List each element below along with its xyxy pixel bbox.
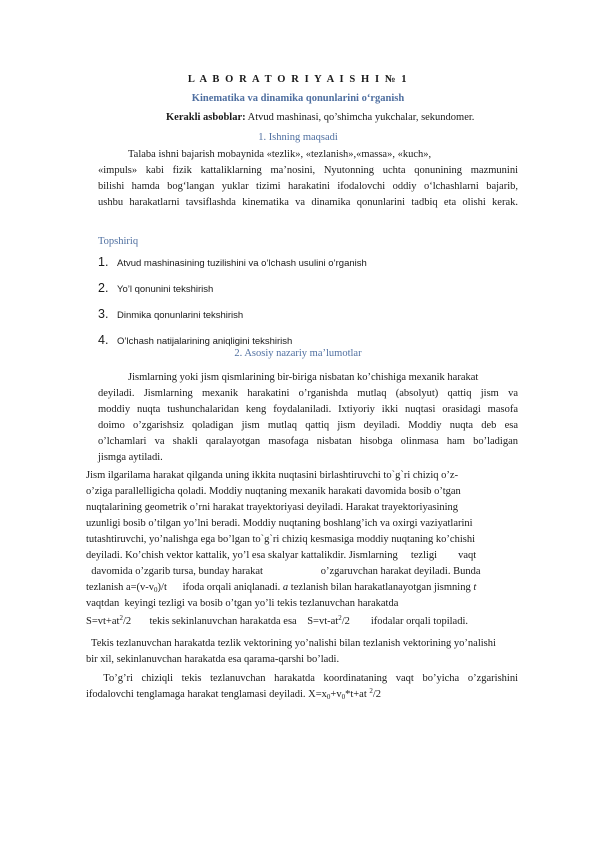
lab-title: L A B O R A T O R I Y A I S H I № 1 bbox=[187, 74, 409, 85]
body-line: nuqtalarining geometrik o’rni harakat trayektoriyasi deyiladi. Harakat trayektoriyasining bbox=[86, 502, 459, 513]
task-text: Yo’l qonunini tekshirish bbox=[117, 284, 214, 295]
superscript: 2 bbox=[338, 614, 342, 622]
task-number: 4. bbox=[98, 333, 109, 347]
subscript: 0 bbox=[154, 586, 158, 594]
italic-symbol: t bbox=[473, 582, 477, 593]
text-run: tezlanish a=(v-v bbox=[86, 582, 155, 593]
task-text: O’lchash natijalarining aniqligini tekshirish bbox=[117, 336, 293, 347]
text-run: /2 bbox=[372, 689, 382, 700]
subscript: 0 bbox=[326, 693, 331, 701]
superscript: 2 bbox=[369, 687, 373, 695]
purpose-line: bilishi hamda bog‘langan yuklar tizimi harakatini ifodalovchi oddiy o‘lchashlarni bajarib, bbox=[98, 181, 518, 192]
body-line: davomida o’zgarib tursa, bunday harakat o’zgaruvchan harakat deyiladi. Bunda bbox=[86, 566, 481, 577]
purpose-line: «impuls» kabi fizik kattaliklarning ma’nosini, Nyutonning uchta qonunining mazmunini bbox=[98, 165, 518, 176]
theory-line: doimo o’zgarishsiz qoladigan jism mutlaq qattiq jism deyiladi. Moddiy nuqta deb esa bbox=[98, 420, 518, 431]
theory-line: o’lchamlari va shakli qaralayotgan masofaga nisbatan hisobga olinmasa ham bo’ladigan bbox=[98, 436, 518, 447]
subscript: 0 bbox=[341, 693, 346, 701]
task-item bbox=[98, 255, 367, 269]
theory-line: jismga aytiladi. bbox=[98, 452, 163, 463]
text-run: +v bbox=[330, 689, 342, 700]
body-line bbox=[86, 580, 476, 597]
body-line: vaqtdan keyingi tezligi va bosib o’tgan yo’li tekis tezlanuvchan harakatda bbox=[86, 598, 399, 609]
body-line: To’g’ri chiziqli tekis tezlanuvchan harakatda koordinataning vaqt bo’yicha o’zgarishini bbox=[86, 673, 519, 684]
body-line: tutashtiruvchi, yo’nalishga ega bo’lgan to`g`ri chiziq kesmasiga moddiy nuqtaning ko’chishi bbox=[86, 534, 475, 545]
theory-line: deyiladi. Jismlarning mexanik harakatini o’rganishda mutlaq (absolyut) qattiq jism va bbox=[98, 388, 518, 399]
lab-subtitle: Kinematika va dinamika qonunlarini o‘rganish bbox=[191, 93, 405, 104]
section-heading-purpose: 1. Ishning maqsadi bbox=[258, 132, 338, 143]
text-run: ifodalovchi tenglamaga harakat tenglamasi deyiladi. X=x bbox=[86, 689, 327, 700]
body-line: Jism ilgarilama harakat qilganda uning ikkita nuqtasini birlashtiruvchi to`g`ri chiziq o’z- bbox=[86, 470, 459, 481]
task-item bbox=[98, 333, 292, 347]
text-run: *t+at bbox=[345, 689, 370, 700]
section-heading-theory: 2. Asosiy nazariy ma’lumotlar bbox=[234, 348, 362, 359]
body-line bbox=[86, 687, 381, 704]
task-number: 1. bbox=[98, 255, 109, 269]
theory-line: Jismlarning yoki jism qismlarining bir-biriga nisbatan ko’chishiga mexanik harakat bbox=[128, 372, 479, 383]
task-number: 3. bbox=[98, 307, 109, 321]
tools-label: Kerakli asboblar: bbox=[166, 112, 246, 123]
body-line: bir xil, sekinlanuvchan harakatda esa qarama-qarshi bo’ladi. bbox=[86, 654, 340, 665]
purpose-line: ushbu harakatlarni tavsiflashda kinematika va dinamika qonunlarini tadbiq eta olishi kerak. bbox=[98, 197, 518, 208]
theory-line: moddiy nuqta tushunchalaridan keng foydalaniladi. Ixtiyoriy ikki nuqtasi orasidagi masofa bbox=[98, 404, 518, 415]
task-item bbox=[98, 281, 213, 295]
text-run: /2 ifodalar orqali topiladi. bbox=[341, 616, 468, 627]
purpose-line: Talaba ishni bajarish mobaynida «tezlik», «tezlanish»,«massa», «kuch», bbox=[128, 149, 432, 160]
tasks-heading: Topshiriq bbox=[98, 236, 139, 247]
formula-line bbox=[86, 614, 468, 631]
text-run: /2 tekis sekinlanuvchan harakatda esa S=vt-at bbox=[122, 616, 339, 627]
body-line: Tekis tezlanuvchan harakatda tezlik vektorining yo’nalishi bilan tezlanish vektorining yo’nalishi bbox=[86, 638, 496, 649]
task-number: 2. bbox=[98, 281, 109, 295]
superscript: 2 bbox=[119, 614, 123, 622]
task-item bbox=[98, 307, 243, 321]
required-tools bbox=[166, 112, 474, 123]
task-text: Dinmika qonunlarini tekshirish bbox=[117, 310, 244, 321]
tools-text: Atvud mashinasi, qo’shimcha yukchalar, sekundomer. bbox=[245, 112, 475, 123]
text-run: tezlanish bilan harakatlanayotgan jismning bbox=[288, 582, 474, 593]
body-line: o’ziga parallelligicha qoladi. Moddiy nuqtaning mexanik harakati davomida bosib o’tgan bbox=[86, 486, 461, 497]
body-line: deyiladi. Ko’chish vektor kattalik, yo’l esa skalyar kattalikdir. Jismlarning tezligi vaqt bbox=[86, 550, 477, 561]
body-line: uzunligi bosib o’tilgan yo’lni beradi. Moddiy nuqtaning boshlang’ich va oxirgi vaziyatlarini bbox=[86, 518, 473, 529]
task-text: Atvud mashinasining tuzilishini va o’lchash usulini o’rganish bbox=[117, 258, 367, 269]
italic-symbol: a bbox=[282, 582, 289, 593]
text-run: S=vt+at bbox=[86, 616, 120, 627]
text-run: )/t ifoda orqali aniqlanadi. bbox=[157, 582, 283, 593]
